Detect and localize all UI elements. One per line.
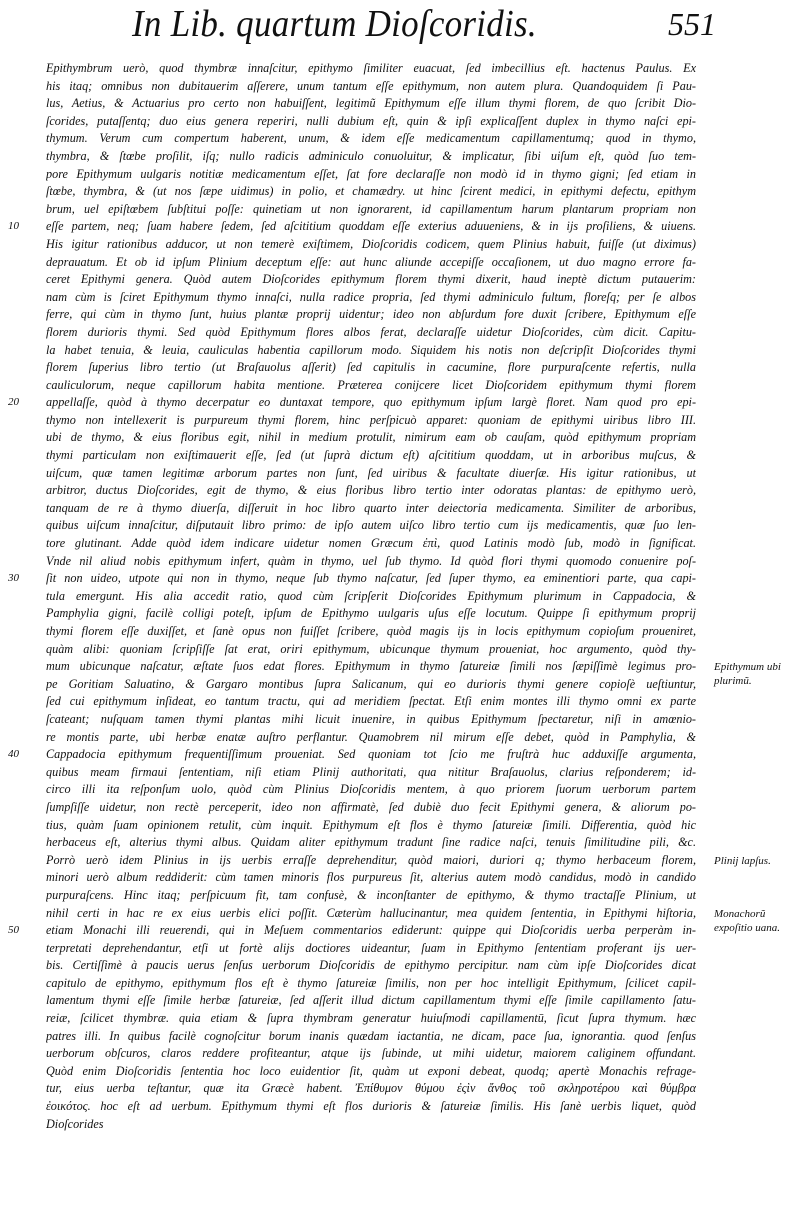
text-line: thymbra, & ſtœbe proſilit, iſq; nullo radicis adminiculo conuoluitur, & implicatur, ſibi uiſum eſt, quòd ſuo tem- — [46, 148, 696, 163]
marginal-note: Epithymum ubi plurimũ. — [714, 661, 781, 688]
text-line: his itaq; omnibus non dubitauerim aſſerere, unum tantum eſſe epithymum, non autem plura. Quandoquidem ſi Pau- — [46, 78, 696, 93]
text-line: reiæ, ſcilicet thymbræ. quia etiam & ſupra thymbram generatur huiuſmodi capillamentū, ſicut ſupra thymum. hæc — [46, 1011, 696, 1026]
text-line: Porrò uerò idem Plinius in ijs uerbis erraſſe deprehenditur, quòd maiori, duriori q; thymo herbaceum florem, — [46, 852, 696, 867]
line-number: 20 — [8, 396, 19, 409]
text-line: arbitror, ductus Dioſcorides, egit de thymo, & eius floribus libro tertio inter odoratas plantas: de epithymo uerò, — [46, 483, 696, 498]
text-line: lamentum thymi eſſe ſimile herbæ ſatureiæ, ſed aſſerit illud dictum capillamentum thymi eſſe ſimile capillamento ſatu- — [46, 993, 696, 1008]
text-line: ἐοικότος. hoc eſt ad uerbum. Epithymum thymi eſt flos durioris & ſatureiæ ſimilis. His ſanè uerbis liquet, quòd — [46, 1099, 696, 1114]
text-line: tur, eius uerba teſtantur, quæ ita Græcè habent. Ἐπίθυμον θύμου ἐςὶν ἄνθος τοῦ σκληροτέρου καὶ θύμβρα — [46, 1081, 696, 1096]
text-line: tula emergunt. His alia accedit ratio, quod cùm ſcripſerit Dioſcorides Epithymum plurimum in Cappadocia, & — [46, 588, 696, 603]
running-head — [70, 2, 716, 48]
text-line: quàm alibi: quoniam ſcripſiſſe ſat erat, oriri epithymum, ubicunque thymum proueniat, hoc argumento, quòd thy- — [46, 641, 696, 656]
text-line: ſumpſiſſe uidetur, non rectè perceperit, ideo non affirmatè, ſed dubiè duo fecit Epithymi genera, & aliorum po- — [46, 799, 696, 814]
text-line: ceret Epithymi genera. Quòd autem Dioſcorides epithymum florem thymi dixerit, haud ineptè dictum putauerim: — [46, 272, 696, 287]
text-line: brum, uel epiſtœbem ſubſtitui poſſe: quinetiam ut non ignorarent, id capillamentum harum plantarum propriam non — [46, 201, 696, 216]
text-line: re montis parte, ubi herbæ enatæ auſtro perflantur. Quamobrem nil mirum eſſe debet, quòd in Pamphylia, & — [46, 729, 696, 744]
text-line: Dioſcorides — [46, 1116, 104, 1131]
text-line: tius, quàm ſuam opinionem retulit, cùm inquit. Epithymum eſt flos è thymo ſatureiæ ſimili. Differentia, quòd hic — [46, 817, 696, 832]
text-line: Cappadocia epithymum frequentiſſimum proueniat. Sed quoniam tot ſcio me fruſtrà huc adduxiſſe argumenta, — [46, 747, 696, 762]
text-line: thymo non intellexerit is purpureum thymi florem, hinc perſpicuò apparet: quoniam de epithymi uiribus libro III. — [46, 412, 696, 427]
text-line: thymi florem eſſe duxiſſet, et ſanè opus non fuiſſet ſcribere, quòd magis ijs in locis epithymum copioſum proueniret, — [46, 624, 696, 638]
text-line: bis. Certiſſimè à paucis uerus ſenſus uerborum Dioſcoridis de epithymo percipitur. nam cùm ipſe Dioſcorides dicat — [46, 958, 696, 973]
line-number: 50 — [8, 924, 19, 937]
text-line: Pamphylia gigni, facilè colligi poteſt, ipſum de Epithymo uulgaris uſus eſſe locutum. Quippe ſi epithymum proprij — [46, 606, 696, 621]
body-text — [46, 60, 696, 1133]
text-line: uerborum obſcuros, claros reddere profiteantur, atque ijs ſubinde, ut mihi uidetur, maiorem caliginem offundant. — [46, 1046, 696, 1061]
text-line: tanquam de re à thymo diuerſa, diſſeruit in hoc libro quarto inter deiectoria medicamenta. Similiter de arboribus, — [46, 500, 696, 515]
text-line: ſit non uideo, utpote qui non in thymo, neque ſub thymo naſcatur, ſed ſuper thymo, ea eminentiori parte, qua capi- — [46, 571, 696, 586]
text-line: nihil certi in hac re ex eius uerbis elici poſſit. Cæterùm hallucinantur, mea quidem ſententia, in Epithymi hiſtoria, — [46, 905, 696, 920]
line-number: 10 — [8, 220, 19, 233]
text-line: lus, Aetius, & Actuarius pro certo non habuiſſent, legitimũ Epithymum eſſe illum thymi florem, de quo ſcribit Dio- — [46, 96, 696, 111]
text-line: deprauatum. Et ob id ipſum Plinium deceptum eſſe: aut hunc aliunde accepiſſe occaſionem, ut duo magno errore fa- — [46, 254, 696, 269]
text-line: la habet tenuia, & leuia, cauliculas habentia capillorum modo. Siquidem his notis non deſcripſit Dioſcorides thymi — [46, 342, 696, 357]
line-number: 40 — [8, 748, 19, 761]
text-line: eſſe partem, neq; ſuam habere ſedem, ſed aſcititium quoddam eſſe exterius aduueniens, & in ijs proſiliens, & uiuens. — [46, 219, 696, 234]
text-line: appellaſſe, quòd à thymo decerpatur eo duntaxat tempore, quo epithymum ipſum largè floret. Nam quod pro epi- — [46, 395, 696, 410]
text-line: terpretati deprehendantur, etſi ut fortè alijs doctiores uideantur, ſuam in Epithymo ſententiam proferant ijs uer- — [46, 940, 696, 955]
text-line: Epithymbrum uerò, quod thymbræ innaſcitur, epithymo ſimiliter euacuat, ſed imbecillius eſt. hactenus Paulus. Ex — [46, 61, 696, 75]
text-line: Vnde nil aliud nobis epithymum infert, quàm in thymo, uel ſub thymo. Id quòd flori thymi quomodo conuenire poſ- — [46, 553, 696, 568]
text-line: ſtœbe, thymbra, & (ut nos ſæpe uidimus) in polio, et chamædry. ut hinc ſcirent medici, in epithymi defectu, epithym — [46, 184, 696, 199]
line-number: 30 — [8, 572, 19, 585]
text-line: pore Epithymum uulgaris notitiæ medicamentum eſſet, ſat fore declaraſſe non modò id in thymo gigni; ſed etiam in — [46, 166, 696, 181]
text-line: Quòd enim Dioſcoridis ſententia hoc loco euidentior ſit, quàm ut exponi debeat, quodq; apertè Monachis refrage- — [46, 1063, 696, 1078]
page-number: 551 — [668, 6, 716, 42]
text-line: ſed cui epithymum inſideat, eo tantum tractu, qui ad meridiem ſpectat. Etſi enim montes illi thymo omni ex parte — [46, 694, 696, 709]
text-line: florem ſuperius libro tertio (ut Braſauolus aſſerit) ſed capitulis in cacumine, flore purpuraſcente refertis, nulla — [46, 360, 696, 375]
marginal-note: Plinij lapſus. — [714, 855, 771, 867]
text-line: quibus meam firmaui ſententiam, niſi etiam Plinij authoritati, qua nititur Braſauolus, clarius reſponderem; id- — [46, 764, 696, 779]
text-line: uiſcum, quæ tamen legitimæ arborum partes non ſunt, ſed uiribus & facultate diuerſæ. His igitur rationibus, ut — [46, 465, 696, 480]
text-line: purpuraſcens. Hinc itaq; perſpicuum fit, tam confusè, & inconſtanter de epithymo, & thymo tractaſſe Plinium, ut — [46, 887, 696, 902]
text-line: ubi de thymo, & eius floribus egit, nihil in medium protulit, nimirum eam ob cauſam, quòd epithymum propriam — [46, 430, 696, 445]
text-line: etiam Monachi illi reuerendi, qui in Meſuem commentarios ediderunt: quippe qui Dioſcoridis uerba perperàm in- — [46, 923, 696, 938]
text-line: thymi particulam non exiſtimauerit eſſe, ſed (ut ſuprà dictum eſt) aſcititium quoddam, ut in arboribus muſcus, & — [46, 448, 696, 463]
text-line: circo illi ita reſponſum uolo, quòd cùm Plinius Dioſcoridis mentem, à quo priorem ſuorum uerborum partem — [46, 782, 696, 797]
text-line: His igitur rationibus adducor, ut non temerè exiſtimem, Dioſcoridis codicem, quem Plinius habuit, fuiſſe (ut diximus) — [46, 236, 696, 251]
text-line: patres illi. In quibus facilè cognoſcitur borum inanis quædam iactantia, ne dicam, pace ſua, ignorantia. quod ſenſus — [46, 1028, 696, 1043]
text-line: pe Goritiam Saluatino, & Gargaro montibus ſupra Salicanum, qui eo durioris thymi genere copioſè ueſtiuntur, — [46, 676, 696, 691]
text-line: nam cùm is ſciret Epithymum thymo innaſci, nulla radice propria, ſed thymi adminiculo fultum, floreſq; per ſe albos — [46, 289, 696, 304]
text-line: ſcorides, putaſſentq; duo eius genera reperiri, nulli dubium eſt, quin & ipſi explicaſſent duplex in thymo naſci epi- — [46, 113, 696, 128]
text-line: florem durioris thymi. Sed quòd Epithymum flores albos ferat, declaraſſe uidetur Dioſcorides, cùm dicit. Capitu- — [46, 324, 696, 339]
text-line: herbaceus eſt, alterius thymi albus. Quidam aliter epithymum tradunt ſine radice naſci, tenuis ſimilitudine pili, &c. — [46, 835, 696, 850]
marginal-note: Monachorũ expoſitio uana. — [714, 907, 780, 934]
running-title: In Lib. quartum Dioſcoridis. — [132, 3, 537, 45]
text-line: capitulo de epithymo, epithymum flos eſt è thymo ſatureiæ ſimilis, non per hoc intelligit Epithymum, ſcilicet capil- — [46, 975, 696, 990]
text-line: ferre, qui cùm in thymo ſunt, huius plantæ proprij uidentur; ideo non abſurdum fore duxit ſcribere, Epithymum eſſe — [46, 307, 696, 322]
text-line: quibus uiſcum innaſcitur, diſputauit libro primo: de ipſo autem uiſco libro tertio cum ijs medicamentis, quæ ſuo len- — [46, 518, 696, 533]
text-line: minori uerò album reddiderit: cùm tamen minoris flos purpureus ſit, alterius autem modò candidus, modò in candido — [46, 870, 696, 885]
text-line: ſcateant; nuſquam tamen thymi plantas mihi licuit inuenire, in quibus Epithymum ſpectaretur, niſi in amœnio- — [46, 711, 696, 726]
text-line: tore glutinant. Adde quòd idem indicare uidetur nomen Græcum ἐπὶ, quod Latinis modò ſub, modò in ſignificat. — [46, 536, 696, 551]
text-line: mum ubicunque naſcatur, æſtate ſuos edat flores. Epithymum in thymo ſatureiæ ſimili nos ſæpiſſimè legimus pro- — [46, 659, 696, 674]
text-line: cauliculorum, neque capillorum habita mentione. Præterea conijcere licet Dioſcoridem epithymum thymi florem — [46, 377, 696, 392]
text-line: thymum. Verum cum compertum haberent, unum, & idem eſſe medicamentum capillamentumq; quod in thymo, — [46, 131, 696, 146]
